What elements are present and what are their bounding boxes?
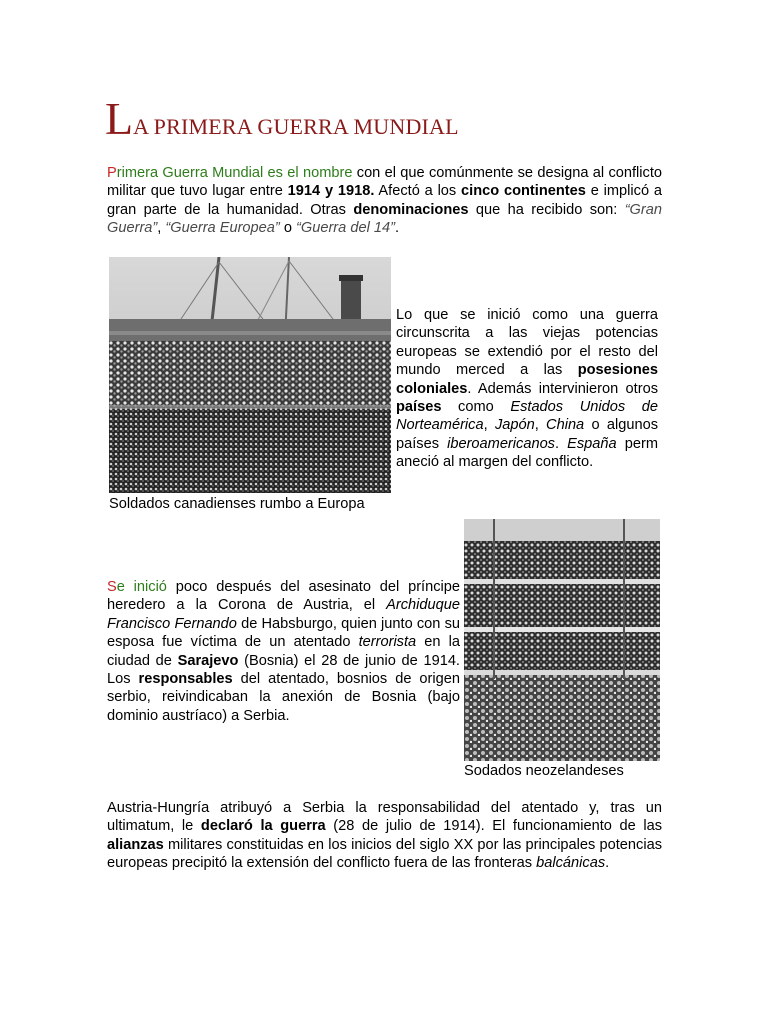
colonial-text: Lo que se inició como una guerra circunscrita a las viejas potencias europeas se extendió por el resto del mundo merced a las — [396, 307, 658, 379]
colonial-bold: posesiones coloniales — [396, 362, 658, 397]
colonial-text: , — [483, 417, 495, 434]
photo-nz-soldiers-image — [464, 519, 660, 761]
caption-canadian-soldiers: Soldados canadienses rumbo a Europa — [109, 496, 365, 512]
alliances-italic: balcánicas — [536, 855, 606, 872]
page-title — [105, 93, 459, 144]
intro-lead: rimera Guerra Mundial es el nombre — [116, 165, 353, 181]
sarajevo-text: del atentado, bosnios de origen serbio, reivindicaban la anexión de Bosnia (bajo dominio austríaco) a Serbia. — [107, 671, 460, 724]
alliances-bold: alianzas — [107, 836, 164, 853]
alliances-bold: declaró la guerra — [200, 818, 326, 835]
intro-bold-years: 1914 y 1918. — [287, 183, 375, 200]
sarajevo-lead: e inició — [116, 579, 167, 595]
sarajevo-italic: Archiduque Francisco Fernando — [107, 597, 460, 632]
intro-italic-name: “Guerra Europea” — [165, 220, 280, 237]
intro-text: , — [157, 220, 166, 237]
colonial-text: como — [441, 399, 511, 416]
sarajevo-bold: responsables — [138, 671, 233, 688]
colonial-text: perm aneció al margen del conflicto. — [396, 435, 658, 471]
sarajevo-text: de Habsburgo, quien junto con su esposa fue víctima de un atentado — [107, 615, 460, 651]
colonial-text: , — [534, 417, 547, 434]
intro-text: con el que comúnmente se designa al conflicto militar que tuvo lugar entre — [107, 165, 663, 200]
alliances-paragraph — [107, 799, 662, 873]
colonial-italic: Estados Unidos de Norteamérica — [396, 399, 658, 434]
sarajevo-text: en la ciudad de — [107, 634, 460, 669]
intro-text: e implicó a gran parte de la humanidad. Otras — [107, 183, 662, 218]
intro-text: que ha recibido son: — [468, 201, 625, 218]
sarajevo-text: poco después del asesinato del príncipe heredero a la Corona de Austria, el — [107, 579, 460, 614]
colonial-text: . — [554, 435, 568, 452]
sarajevo-italic: terrorista — [358, 634, 417, 651]
sarajevo-lead-initial: S — [107, 579, 117, 595]
alliances-text: militares constituidas en los inicios del siglo XX por las principales potencias europeas precipitó la extensión del conflicto fuera de las fronteras — [107, 836, 662, 872]
colonial-text: o algunos países — [396, 417, 658, 452]
alliances-text: . — [605, 855, 610, 872]
title-initial: L — [105, 93, 134, 144]
colonial-italic: Japón — [494, 417, 535, 434]
intro-italic-name: “Gran Guerra” — [107, 201, 662, 237]
intro-text: o — [279, 220, 296, 237]
sarajevo-bold: Sarajevo — [177, 652, 239, 669]
intro-lead-initial: P — [107, 165, 117, 181]
colonial-italic: España — [567, 435, 617, 452]
photo-canadian-soldiers-image — [109, 257, 391, 493]
intro-text: Afectó a los — [374, 183, 462, 200]
caption-nz-soldiers: Sodados neozelandeses — [464, 763, 624, 779]
alliances-text: Austria-Hungría atribuyó a Serbia la responsabilidad del atentado y, tras un ultimatum, le — [107, 800, 662, 835]
photo-canadian-soldiers — [109, 257, 391, 493]
colonial-italic: China — [546, 417, 585, 434]
intro-italic-name: “Guerra del 14” — [296, 220, 395, 237]
photo-nz-soldiers — [464, 519, 660, 761]
colonial-bold: países — [396, 399, 442, 416]
sarajevo-paragraph — [107, 578, 460, 725]
colonial-text: . Además intervinieron otros — [467, 380, 658, 397]
intro-bold-continents: cinco continentes — [461, 183, 586, 200]
intro-paragraph — [107, 164, 662, 238]
colonial-italic: iberoamericanos — [447, 435, 555, 452]
title-rest: A PRIMERA GUERRA MUNDIAL — [133, 114, 459, 139]
intro-bold-denominations: denominaciones — [353, 201, 469, 218]
colonial-paragraph — [396, 306, 658, 472]
sarajevo-text: (Bosnia) el 28 de junio de 1914. Los — [107, 652, 460, 688]
alliances-text: (28 de julio de 1914). El funcionamiento de las — [325, 818, 662, 835]
intro-text: . — [394, 220, 400, 237]
